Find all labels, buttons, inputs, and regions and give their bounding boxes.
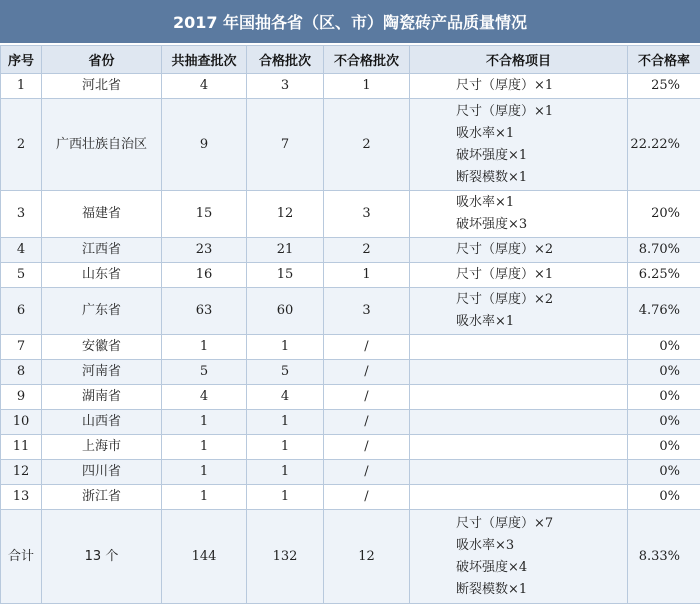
- fail-item: 吸水率×1: [456, 314, 515, 329]
- cell-items: [410, 385, 628, 410]
- cell-total: 1: [162, 485, 247, 510]
- header-cell-items: 不合格项目: [410, 46, 628, 74]
- cell-pass: 1: [247, 485, 324, 510]
- cell-items: [410, 263, 628, 288]
- cell-province: 山东省: [42, 263, 162, 288]
- cell-fail: 12: [324, 510, 410, 604]
- cell-province: 四川省: [42, 460, 162, 485]
- table-row: [1, 191, 700, 238]
- cell-pass: 132: [247, 510, 324, 604]
- cell-rate: 0%: [628, 410, 700, 435]
- cell-items: [410, 435, 628, 460]
- cell-rate: 22.22%: [628, 99, 700, 191]
- cell-no: 3: [1, 191, 42, 238]
- fail-item: 尺寸（厚度）×1: [456, 267, 554, 282]
- cell-items: [410, 335, 628, 360]
- fail-item: 破坏强度×3: [456, 217, 528, 232]
- cell-no: 7: [1, 335, 42, 360]
- cell-rate: 4.76%: [628, 288, 700, 335]
- fail-item: 断裂模数×1: [456, 581, 528, 597]
- cell-province: 浙江省: [42, 485, 162, 510]
- cell-no: 1: [1, 74, 42, 99]
- cell-total: 16: [162, 263, 247, 288]
- cell-items: [410, 360, 628, 385]
- cell-province: 广西壮族自治区: [42, 99, 162, 191]
- cell-fail: /: [324, 460, 410, 485]
- cell-pass: 1: [247, 435, 324, 460]
- cell-rate: 0%: [628, 335, 700, 360]
- cell-no: 8: [1, 360, 42, 385]
- header-cell-fail: 不合格批次: [324, 46, 410, 74]
- cell-rate: 0%: [628, 460, 700, 485]
- cell-province: 福建省: [42, 191, 162, 238]
- cell-no: 合计: [1, 510, 42, 604]
- fail-item: 吸水率×1: [456, 125, 515, 141]
- cell-total: 4: [162, 74, 247, 99]
- fail-item: 尺寸（厚度）×1: [456, 78, 554, 93]
- cell-rate: 8.33%: [628, 510, 700, 604]
- cell-rate: 6.25%: [628, 263, 700, 288]
- cell-items: [410, 485, 628, 510]
- fail-item: 吸水率×1: [456, 195, 515, 210]
- cell-fail: /: [324, 335, 410, 360]
- cell-fail: 2: [324, 238, 410, 263]
- cell-province: 湖南省: [42, 385, 162, 410]
- cell-pass: 1: [247, 460, 324, 485]
- fail-item: 吸水率×3: [456, 537, 515, 553]
- cell-total: 4: [162, 385, 247, 410]
- cell-province: 山西省: [42, 410, 162, 435]
- header-cell-rate: 不合格率: [628, 46, 700, 74]
- fail-item: 尺寸（厚度）×2: [456, 292, 554, 307]
- fail-item: 破坏强度×1: [456, 147, 528, 163]
- cell-items: [410, 238, 628, 263]
- cell-pass: 1: [247, 410, 324, 435]
- cell-province: 河北省: [42, 74, 162, 99]
- cell-fail: 1: [324, 74, 410, 99]
- table-row: [1, 263, 700, 288]
- cell-fail: /: [324, 360, 410, 385]
- cell-total: 63: [162, 288, 247, 335]
- cell-pass: 1: [247, 335, 324, 360]
- table-row: [1, 385, 700, 410]
- cell-fail: 2: [324, 99, 410, 191]
- cell-rate: 20%: [628, 191, 700, 238]
- cell-no: 10: [1, 410, 42, 435]
- cell-items: [410, 288, 628, 335]
- table-row: [1, 485, 700, 510]
- cell-items: [410, 74, 628, 99]
- cell-no: 2: [1, 99, 42, 191]
- table-row: [1, 288, 700, 335]
- cell-province: 江西省: [42, 238, 162, 263]
- fail-item: 尺寸（厚度）×1: [456, 103, 554, 119]
- table-row: [1, 99, 700, 191]
- cell-rate: 8.70%: [628, 238, 700, 263]
- cell-items: [410, 410, 628, 435]
- table-title: 2017 年国抽各省（区、市）陶瓷砖产品质量情况: [0, 0, 700, 45]
- cell-fail: 3: [324, 288, 410, 335]
- cell-rate: 0%: [628, 360, 700, 385]
- cell-no: 4: [1, 238, 42, 263]
- fail-item: 破坏强度×4: [456, 559, 528, 575]
- cell-total: 1: [162, 410, 247, 435]
- header-cell-no: 序号: [1, 46, 42, 74]
- cell-items: [410, 460, 628, 485]
- cell-pass: 12: [247, 191, 324, 238]
- cell-items: [410, 510, 628, 604]
- cell-fail: /: [324, 435, 410, 460]
- cell-no: 5: [1, 263, 42, 288]
- cell-fail: 1: [324, 263, 410, 288]
- cell-total: 1: [162, 335, 247, 360]
- cell-pass: 3: [247, 74, 324, 99]
- fail-item: 尺寸（厚度）×7: [456, 515, 554, 531]
- cell-total: 1: [162, 435, 247, 460]
- header-cell-province: 省份: [42, 46, 162, 74]
- table-row: [1, 238, 700, 263]
- table-row: [1, 435, 700, 460]
- cell-fail: /: [324, 410, 410, 435]
- cell-total: 144: [162, 510, 247, 604]
- cell-rate: 0%: [628, 435, 700, 460]
- cell-pass: 21: [247, 238, 324, 263]
- cell-rate: 25%: [628, 74, 700, 99]
- cell-no: 12: [1, 460, 42, 485]
- cell-total: 5: [162, 360, 247, 385]
- cell-province: 安徽省: [42, 335, 162, 360]
- quality-table: [0, 45, 700, 604]
- cell-no: 9: [1, 385, 42, 410]
- cell-province: 广东省: [42, 288, 162, 335]
- table-row: [1, 410, 700, 435]
- cell-pass: 5: [247, 360, 324, 385]
- cell-province: 河南省: [42, 360, 162, 385]
- cell-province: 13 个: [42, 510, 162, 604]
- cell-pass: 4: [247, 385, 324, 410]
- cell-pass: 7: [247, 99, 324, 191]
- cell-pass: 60: [247, 288, 324, 335]
- cell-total: 1: [162, 460, 247, 485]
- cell-total: 9: [162, 99, 247, 191]
- table-row: [1, 74, 700, 99]
- cell-rate: 0%: [628, 485, 700, 510]
- fail-item: 尺寸（厚度）×2: [456, 242, 554, 257]
- header-cell-pass: 合格批次: [247, 46, 324, 74]
- cell-items: [410, 191, 628, 238]
- header-cell-total: 共抽查批次: [162, 46, 247, 74]
- table-row: [1, 510, 700, 604]
- cell-province: 上海市: [42, 435, 162, 460]
- cell-no: 13: [1, 485, 42, 510]
- cell-fail: 3: [324, 191, 410, 238]
- cell-pass: 15: [247, 263, 324, 288]
- cell-no: 11: [1, 435, 42, 460]
- table-row: [1, 335, 700, 360]
- cell-total: 23: [162, 238, 247, 263]
- cell-items: [410, 99, 628, 191]
- cell-total: 15: [162, 191, 247, 238]
- fail-item: 断裂模数×1: [456, 169, 528, 185]
- cell-fail: /: [324, 385, 410, 410]
- table-row: [1, 460, 700, 485]
- cell-fail: /: [324, 485, 410, 510]
- table-row: [1, 360, 700, 385]
- cell-rate: 0%: [628, 385, 700, 410]
- cell-no: 6: [1, 288, 42, 335]
- header-row: [1, 46, 700, 74]
